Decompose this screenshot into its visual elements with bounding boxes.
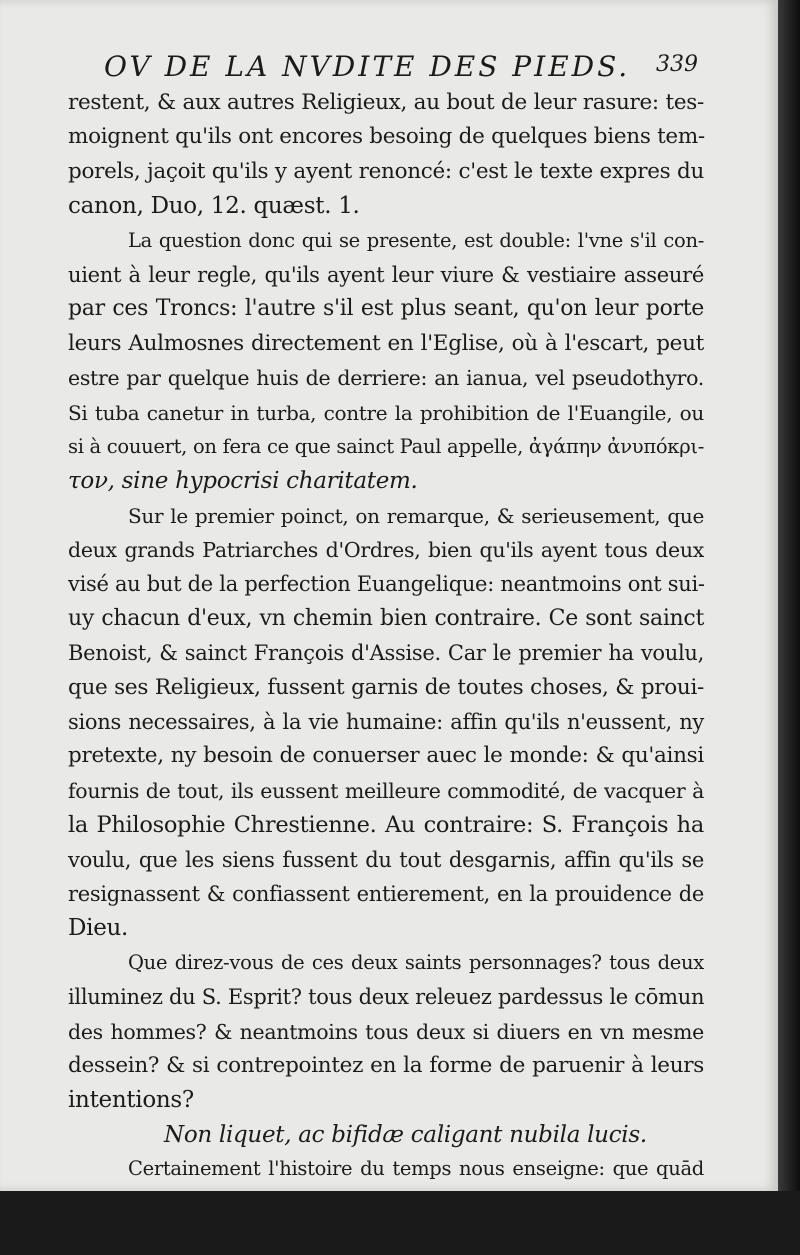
text-line-14: deux grands Patriarches d'Ordres, bien qu'ils ayent tous deux — [68, 538, 704, 563]
text-line-17: Benoist, & sainct François d'Assise. Car le premier ha voulu, — [68, 641, 704, 666]
text-line-8: leurs Aulmosnes directement en l'Eglise, où à l'escart, peut — [68, 330, 704, 356]
text-line-33: cet ordre de S. François, parut en sa source premiere: & iecta — [68, 1191, 704, 1216]
text-line-19: sions necessaires, à la vie humaine: affin qu'ils n'eussent, ny — [68, 710, 704, 735]
text-line-13: Sur le premier poinct, on remarque, & serieusement, que — [128, 503, 704, 528]
text-line-25: Dieu. — [68, 915, 129, 942]
page-number: 339 — [656, 52, 698, 77]
text-line-18: que ses Religieux, fussent garnis de toutes choses, & proui- — [68, 674, 704, 700]
book-edge-shadow — [778, 0, 800, 1191]
text-line-3: porels, jaçoit qu'ils y ayent renoncé: c'est le texte expres du — [68, 158, 704, 184]
page-header — [68, 46, 704, 86]
text-line-15: visé au but de la perfection Euangelique: neantmoins ont sui- — [68, 572, 705, 597]
text-line-1: restent, & aux autres Religieux, au bout de leur rasure: tes- — [68, 90, 704, 115]
catchword: Xx — [601, 1223, 640, 1252]
text-line-20: pretexte, ny besoin de conuerser auec le monde: & qu'ainsi — [68, 743, 704, 769]
text-line-22: la Philosophie Chrestienne. Au contraire: S. François ha — [68, 812, 704, 839]
text-line-32: Certainement l'histoire du temps nous enseigne: que quād — [128, 1157, 704, 1181]
page-text — [68, 46, 704, 1255]
text-line-30: intentions? — [68, 1087, 194, 1114]
text-line-11: si à couuert, on fera ce que sainct Paul appelle, ἀγάπην ἀνυπόκρι- — [68, 434, 704, 458]
text-line-16: uy chacun d'eux, vn chemin bien contraire. Ce sont sainct — [68, 605, 704, 631]
text-line-27: illuminez du S. Esprit? tous deux releuez pardessus le cōmun — [68, 985, 705, 1010]
text-line-28: des hommes? & neantmoins tous deux si diuers en vn mesme — [68, 1019, 704, 1044]
text-line-2: moignent qu'ils ont encores besoing de quelques biens tem- — [68, 124, 705, 150]
text-line-24: resignassent & confiassent entierement, en la prouidence de — [68, 881, 704, 906]
text-line-12: τον, sine hypocrisi charitatem. — [68, 468, 418, 495]
text-line-29: dessein? & si contrepointez en la forme de paruenir à leurs — [68, 1052, 704, 1078]
text-line-9: estre par quelque huis de derriere: an ianua, vel pseudothyro. — [68, 366, 704, 391]
text-line-5: La question donc qui se presente, est double: l'vne s'il con- — [128, 228, 704, 252]
text-line-7: par ces Troncs: l'autre s'il est plus seant, qu'on leur porte — [68, 296, 704, 322]
text-line-21: fournis de tout, ils eussent meilleure commodité, de vacquer à — [68, 778, 704, 803]
running-title: OV DE LA NVDITE DES PIEDS. — [104, 50, 631, 83]
text-line-4: canon, Duo, 12. quæst. 1. — [68, 193, 360, 220]
text-line-26: Que direz-vous de ces deux saints personnages? tous deux — [128, 950, 704, 974]
text-line-6: uient à leur regle, qu'ils ayent leur viure & vestiaire asseuré — [68, 262, 704, 287]
text-line-23: voulu, que les siens fussent du tout desgarnis, affin qu'ils se — [68, 847, 704, 872]
text-line-10: Si tuba canetur in turba, contre la prohibition de l'Euangile, ou — [68, 400, 704, 425]
verse-quote: Non liquet, ac bifidæ caligant nubila lucis. — [164, 1121, 647, 1148]
